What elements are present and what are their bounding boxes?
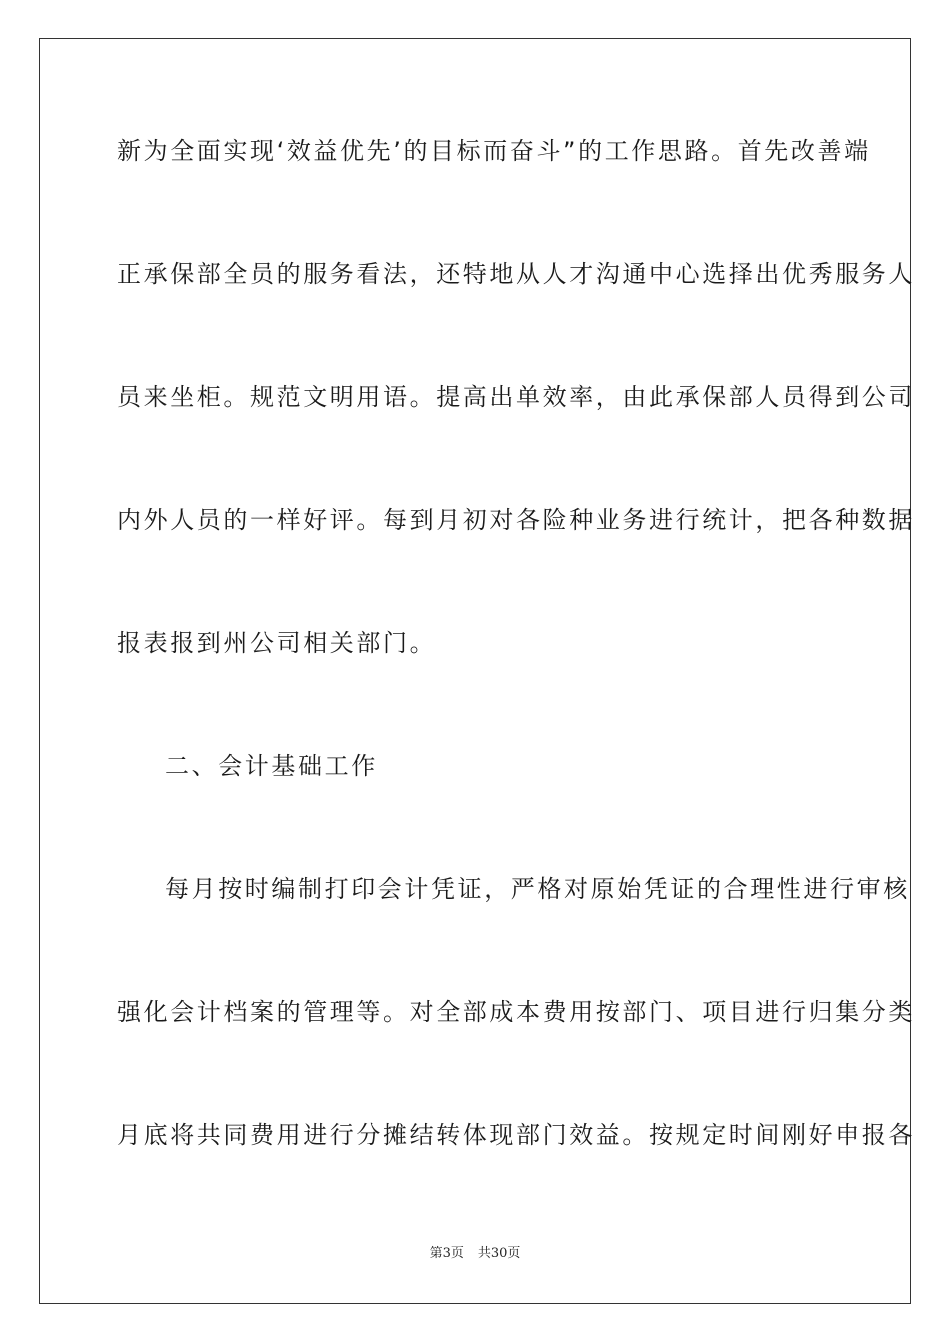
section-heading: 二、会计基础工作 <box>165 752 378 780</box>
body-text-line-4: 内外人员的一样好评。每到月初对各险种业务进行统计，把各种数据 <box>117 506 915 534</box>
body-text-line-1: 新为全面实现‘效益优先’的目标而奋斗”的工作思路。首先改善端 <box>117 137 871 165</box>
body-text-line-8: 月底将共同费用进行分摊结转体现部门效益。按规定时间刚好申报各 <box>117 1121 915 1149</box>
body-text-line-7: 强化会计档案的管理等。对全部成本费用按部门、项目进行归集分类 <box>117 998 915 1026</box>
body-text-line-5: 报表报到州公司相关部门。 <box>117 629 437 657</box>
body-text-line-6: 每月按时编制打印会计凭证，严格对原始凭证的合理性进行审核 <box>165 875 910 903</box>
body-text-line-3: 员来坐柜。规范文明用语。提高出单效率，由此承保部人员得到公司 <box>117 383 915 411</box>
body-text-line-2: 正承保部全员的服务看法，还特地从人才沟通中心选择出优秀服务人 <box>117 260 915 288</box>
page-footer <box>0 1245 950 1263</box>
page-total: 共30页 <box>477 1246 521 1261</box>
page-number: 第3页 <box>429 1246 464 1261</box>
page-border <box>39 38 915 1304</box>
